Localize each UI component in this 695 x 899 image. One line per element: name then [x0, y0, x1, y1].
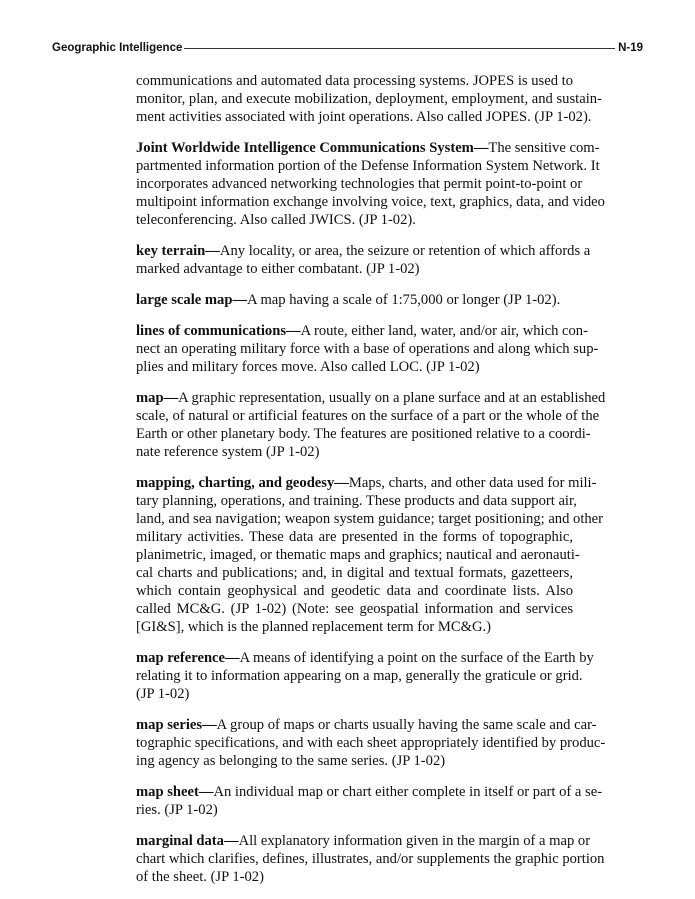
- glossary-entry: [136, 783, 603, 819]
- definition-text: [GI&S], which is the planned replacement term for MC&G.): [136, 619, 492, 635]
- definition-text: A group of maps or charts usually having the same scale and car-: [216, 717, 597, 733]
- text-line: [136, 649, 594, 667]
- text-line: [136, 801, 573, 819]
- definition-text: incorporates advanced networking technologies that permit point-to-point or: [136, 176, 583, 192]
- definition-text: Any locality, or area, the seizure or retention of which affords a: [219, 243, 591, 259]
- definition-text: A route, either land, water, and/or air, which con-: [300, 323, 588, 339]
- definition-text: monitor, plan, and execute mobilization, deployment, employment, and sustain-: [136, 91, 602, 107]
- glossary-term: marginal data—: [136, 833, 239, 849]
- text-line: [136, 90, 602, 108]
- text-line: [136, 407, 600, 425]
- text-line: [136, 582, 573, 600]
- text-line: [136, 389, 606, 407]
- definition-text: teleconferencing. Also called JWICS. (JP 1-02).: [136, 212, 416, 228]
- text-line: [136, 685, 573, 703]
- header-title: Geographic Intelligence: [52, 42, 183, 54]
- text-line: [136, 716, 597, 734]
- glossary-entry: [136, 242, 591, 278]
- definition-text: cal charts and publications; and, in digital and textual formats, gazetteers,: [136, 565, 573, 581]
- definition-text: plies and military forces move. Also called LOC. (JP 1-02): [136, 359, 480, 375]
- definition-text: (JP 1-02): [136, 686, 190, 702]
- text-line: [136, 492, 577, 510]
- glossary-entry: [136, 832, 605, 886]
- text-line: [136, 564, 573, 582]
- definition-text: partmented information portion of the Defense Information System Network. It: [136, 158, 600, 174]
- definition-text: communications and automated data processing systems. JOPES is used to: [136, 73, 573, 89]
- definition-text: ment activities associated with joint operations. Also called JOPES. (JP 1-02).: [136, 109, 592, 125]
- text-line: [136, 193, 605, 211]
- text-line: [136, 211, 573, 229]
- text-line: [136, 832, 591, 850]
- text-line: [136, 474, 597, 492]
- text-line: [136, 358, 573, 376]
- glossary-entry: [136, 474, 604, 636]
- text-line: [136, 443, 573, 461]
- page-number: N-19: [618, 42, 643, 54]
- definition-text: ries. (JP 1-02): [136, 802, 218, 818]
- glossary-entry: [136, 322, 599, 376]
- definition-text: tographic specifications, and with each sheet appropriately identified by produc-: [136, 735, 606, 751]
- header-rule: [184, 48, 615, 49]
- text-line: [136, 528, 573, 546]
- glossary-entry: [136, 72, 602, 126]
- definition-text: The sensitive com-: [488, 140, 600, 156]
- glossary-term: large scale map—: [136, 292, 248, 308]
- definition-text: land, and sea navigation; weapon system guidance; target positioning; and other: [136, 511, 604, 527]
- text-line: [136, 618, 573, 636]
- definition-text: military activities. These data are presented in the forms of topographic,: [136, 529, 573, 545]
- definition-text: relating it to information appearing on a map, generally the graticule or grid.: [136, 668, 583, 684]
- definition-text: nate reference system (JP 1-02): [136, 444, 320, 460]
- running-header: [52, 41, 643, 55]
- text-line: [136, 139, 600, 157]
- glossary-entry: [136, 649, 594, 703]
- text-line: [136, 752, 573, 770]
- definition-text: An individual map or chart either complete in itself or part of a se-: [213, 784, 603, 800]
- definition-text: A means of identifying a point on the surface of the Earth by: [239, 650, 594, 666]
- glossary-term: map—: [136, 390, 179, 406]
- text-line: [136, 510, 604, 528]
- definition-text: called MC&G. (JP 1-02) (Note: see geospatial information and services: [136, 601, 573, 617]
- text-line: [136, 242, 591, 260]
- definition-text: planimetric, imaged, or thematic maps and graphics; nautical and aeronauti-: [136, 547, 580, 563]
- glossary-term: map series—: [136, 717, 217, 733]
- definition-text: multipoint information exchange involving voice, text, graphics, data, and video: [136, 194, 605, 210]
- glossary-body: [136, 72, 606, 899]
- text-line: [136, 291, 573, 309]
- definition-text: of the sheet. (JP 1-02): [136, 869, 264, 885]
- definition-text: marked advantage to either combatant. (JP 1-02): [136, 261, 420, 277]
- glossary-entry: [136, 716, 606, 770]
- definition-text: All explanatory information given in the margin of a map or: [238, 833, 591, 849]
- glossary-entry: [136, 139, 605, 229]
- glossary-entry: [136, 389, 606, 461]
- glossary-term: lines of communications—: [136, 323, 301, 339]
- text-line: [136, 340, 599, 358]
- text-line: [136, 850, 605, 868]
- text-line: [136, 260, 573, 278]
- text-line: [136, 868, 573, 886]
- glossary-term: map reference—: [136, 650, 240, 666]
- glossary-term: Joint Worldwide Intelligence Communications System—: [136, 140, 489, 156]
- glossary-term: mapping, charting, and geodesy—: [136, 475, 349, 491]
- definition-text: chart which clarifies, defines, illustrates, and/or supplements the graphic portion: [136, 851, 605, 867]
- text-line: [136, 175, 583, 193]
- definition-text: Maps, charts, and other data used for mili-: [348, 475, 597, 491]
- text-line: [136, 322, 588, 340]
- text-line: [136, 783, 603, 801]
- text-line: [136, 734, 606, 752]
- glossary-entry: [136, 291, 573, 309]
- text-line: [136, 546, 580, 564]
- text-line: [136, 108, 592, 126]
- definition-text: scale, of natural or artificial features on the surface of a part or the whole of the: [136, 408, 600, 424]
- definition-text: nect an operating military force with a base of operations and along which sup-: [136, 341, 599, 357]
- definition-text: A graphic representation, usually on a plane surface and at an established: [178, 390, 606, 406]
- glossary-term: map sheet—: [136, 784, 214, 800]
- text-line: [136, 157, 600, 175]
- text-line: [136, 72, 573, 90]
- definition-text: A map having a scale of 1:75,000 or longer (JP 1-02).: [247, 292, 561, 308]
- definition-text: ing agency as belonging to the same series. (JP 1-02): [136, 753, 446, 769]
- text-line: [136, 600, 573, 618]
- definition-text: Earth or other planetary body. The features are positioned relative to a coordi-: [136, 426, 591, 442]
- glossary-term: key terrain—: [136, 243, 220, 259]
- definition-text: tary planning, operations, and training. These products and data support air,: [136, 493, 577, 509]
- definition-text: which contain geophysical and geodetic data and coordinate lists. Also: [136, 583, 573, 599]
- text-line: [136, 667, 583, 685]
- text-line: [136, 425, 591, 443]
